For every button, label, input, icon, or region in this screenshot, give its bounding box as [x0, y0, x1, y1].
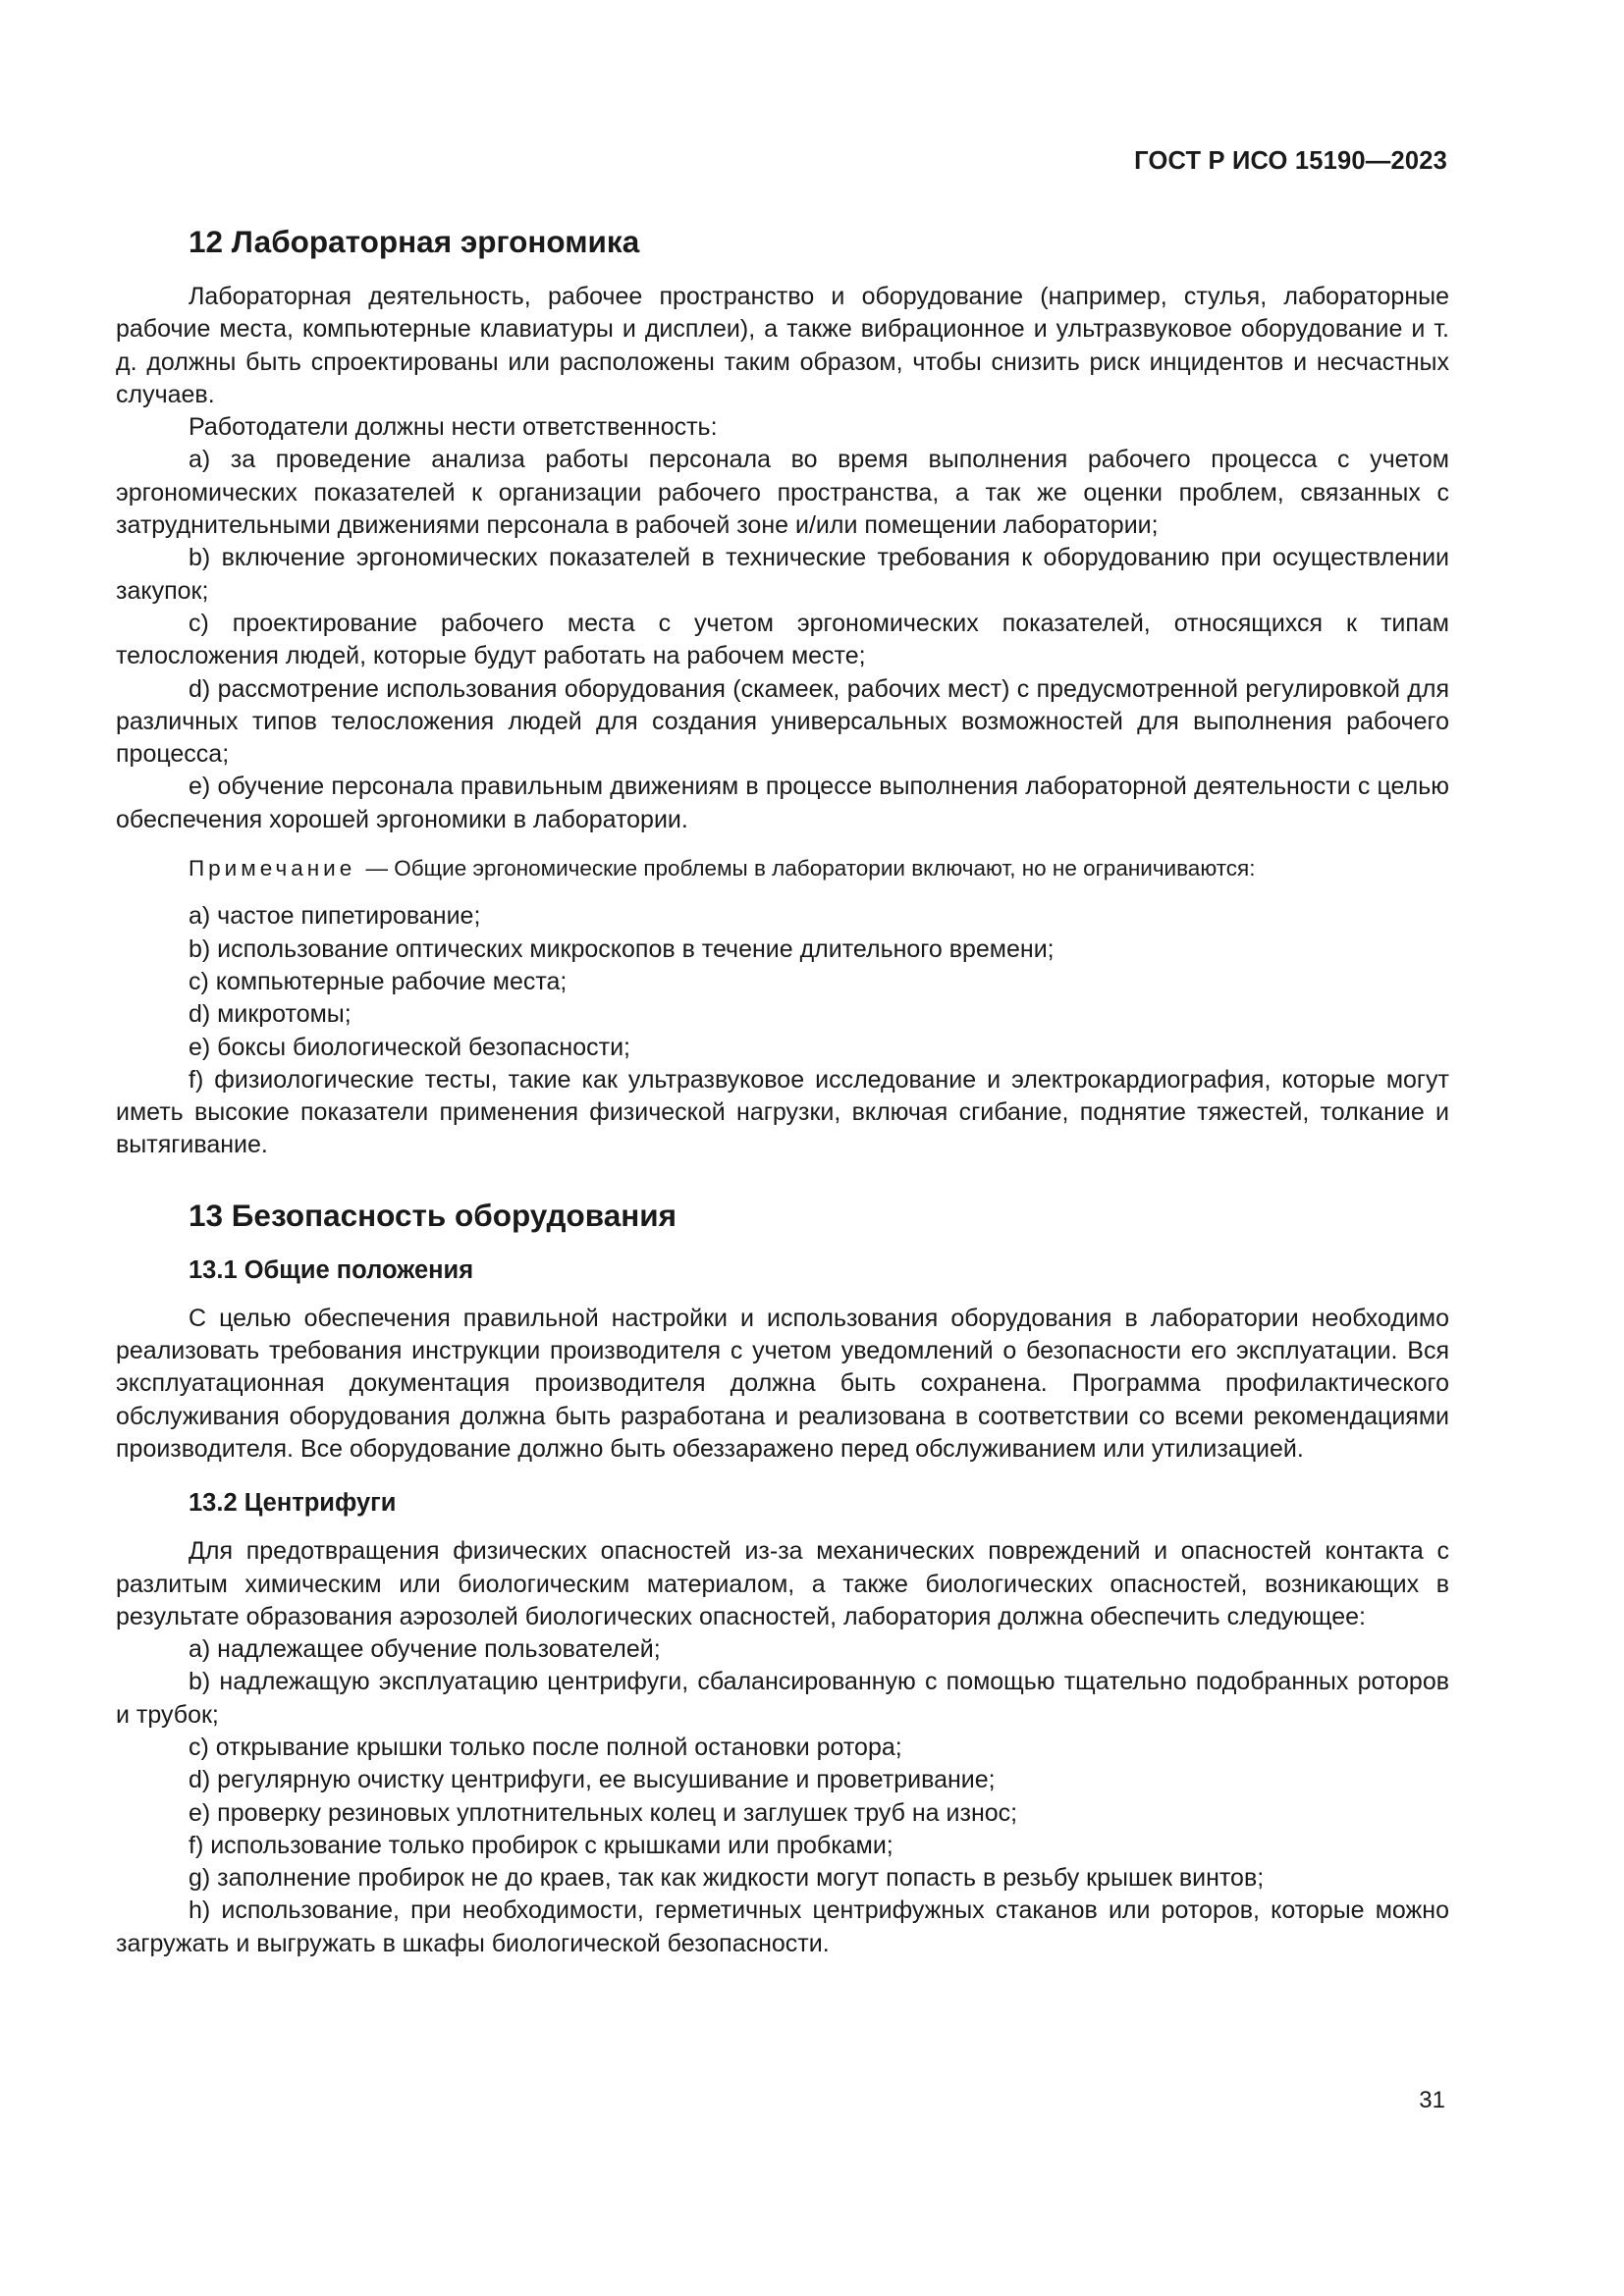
note-list-item: d) микротомы; — [189, 1000, 352, 1029]
list-item: e) проверку резиновых уплотнительных колец и заглушек труб на износ; — [189, 1798, 1018, 1827]
subsection-spacer — [116, 1466, 1449, 1475]
list-item: b) включение эргономических показателей в технические требования к оборудованию при осуществлении закупок; — [116, 544, 1449, 605]
list-item: c) проектирование рабочего места с учетом эргономических показателей, относящихся к типам телосложения людей, которые будут работать на рабочем месте; — [116, 609, 1449, 670]
list-item: a) за проведение анализа работы персонала во время выполнения рабочего процесса с учетом эргономических показателей к организации рабочего пространства, а так же оценки проблем, связанных с затруднительными движениями персонала в рабочей зоне и/или помещении лаборатории; — [116, 446, 1449, 540]
subsection-13-2-title: 13.2 Центрифуги — [189, 1489, 397, 1518]
section-spacer — [116, 1162, 1449, 1196]
list-item: b) надлежащую эксплуатацию центрифуги, сбалансированную с помощью тщательно подобранных роторов и трубок; — [116, 1668, 1449, 1729]
page-content — [116, 222, 1449, 1960]
list-item: a) надлежащее обучение пользователей; — [189, 1635, 661, 1664]
list-item: h) использование, при необходимости, герметичных центрифужных стаканов или роторов, которые можно загружать и выгружать в шкафы биологической безопасности. — [116, 1896, 1449, 1957]
subsection-13-1-text: С целью обеспечения правильной настройки и использования оборудования в лаборатории необходимо реализовать требования инструкции производителя с учетом уведомлений о безопасности его эксплуатации. Вся эксплуатационная документация производителя должна быть сохранена. Программа профилактического обслуживания оборудования должна быть разработана и реализована в соответствии со всеми рекомендациями производителя. Все оборудование должно быть обеззаражено перед обслуживанием или утилизацией. — [116, 1304, 1449, 1463]
note-label: Примечание — [189, 856, 356, 881]
note-list-item: c) компьютерные рабочие места; — [189, 967, 568, 995]
note-list-item: f) физиологические тесты, такие как ультразвуковое исследование и электрокардиография, которые могут иметь высокие показатели применения физической нагрузки, включая сгибание, поднятие тяжестей, толкание и вытягивание. — [116, 1065, 1449, 1159]
list-item: g) заполнение пробирок не до краев, так как жидкости могут попасть в резьбу крышек винтов; — [189, 1864, 1265, 1893]
note-list-item: a) частое пипетирование; — [189, 902, 481, 931]
list-item: f) использование только пробирок с крышками или пробками; — [189, 1831, 893, 1859]
list-item: e) обучение персонала правильным движениям в процессе выполнения лабораторной деятельности с целью обеспечения хорошей эргономики в лаборатории. — [116, 773, 1449, 833]
section-12-responsibility: Работодатели должны нести ответственность: — [189, 413, 718, 442]
list-item: c) открывание крышки только после полной остановки ротора; — [189, 1733, 902, 1761]
list-item: d) регулярную очистку центрифуги, ее высушивание и проветривание; — [189, 1766, 996, 1794]
list-item: d) рассмотрение использования оборудования (скамеек, рабочих мест) с предусмотренной регулировкой для различных типов телосложения людей для создания универсальных возможностей для выполнения рабочего процесса; — [116, 674, 1449, 769]
note — [116, 852, 1449, 884]
page-number: 31 — [1419, 2087, 1445, 2113]
standard-code: ГОСТ Р ИСО 15190—2023 — [1134, 147, 1447, 175]
note-list-item: e) боксы биологической безопасности; — [189, 1033, 630, 1061]
section-12-intro: Лабораторная деятельность, рабочее пространство и оборудование (например, стулья, лабораторные рабочие места, компьютерные клавиатуры и дисплеи), а также вибрационное и ультразвуковое оборудование и т. д. должны быть спроектированы или расположены таким образом, чтобы снизить риск инцидентов и несчастных случаев. — [116, 283, 1449, 408]
note-text: — Общие эргономические проблемы в лаборатории включают, но не ограничиваются: — [365, 856, 1256, 881]
note-list-item: b) использование оптических микроскопов в течение длительного времени; — [189, 934, 1055, 963]
section-12-title: 12 Лабораторная эргономика — [189, 224, 640, 259]
subsection-13-1-title: 13.1 Общие положения — [189, 1255, 474, 1284]
subsection-13-2-intro: Для предотвращения физических опасностей из-за механических повреждений и опасностей контакта с разлитым химическим или биологическим материалом, а также биологических опасностей, возникающих в результате образования аэрозолей биологических опасностей, лаборатория должна обеспечить следующее: — [116, 1537, 1449, 1630]
section-13-title: 13 Безопасность оборудования — [189, 1197, 677, 1233]
